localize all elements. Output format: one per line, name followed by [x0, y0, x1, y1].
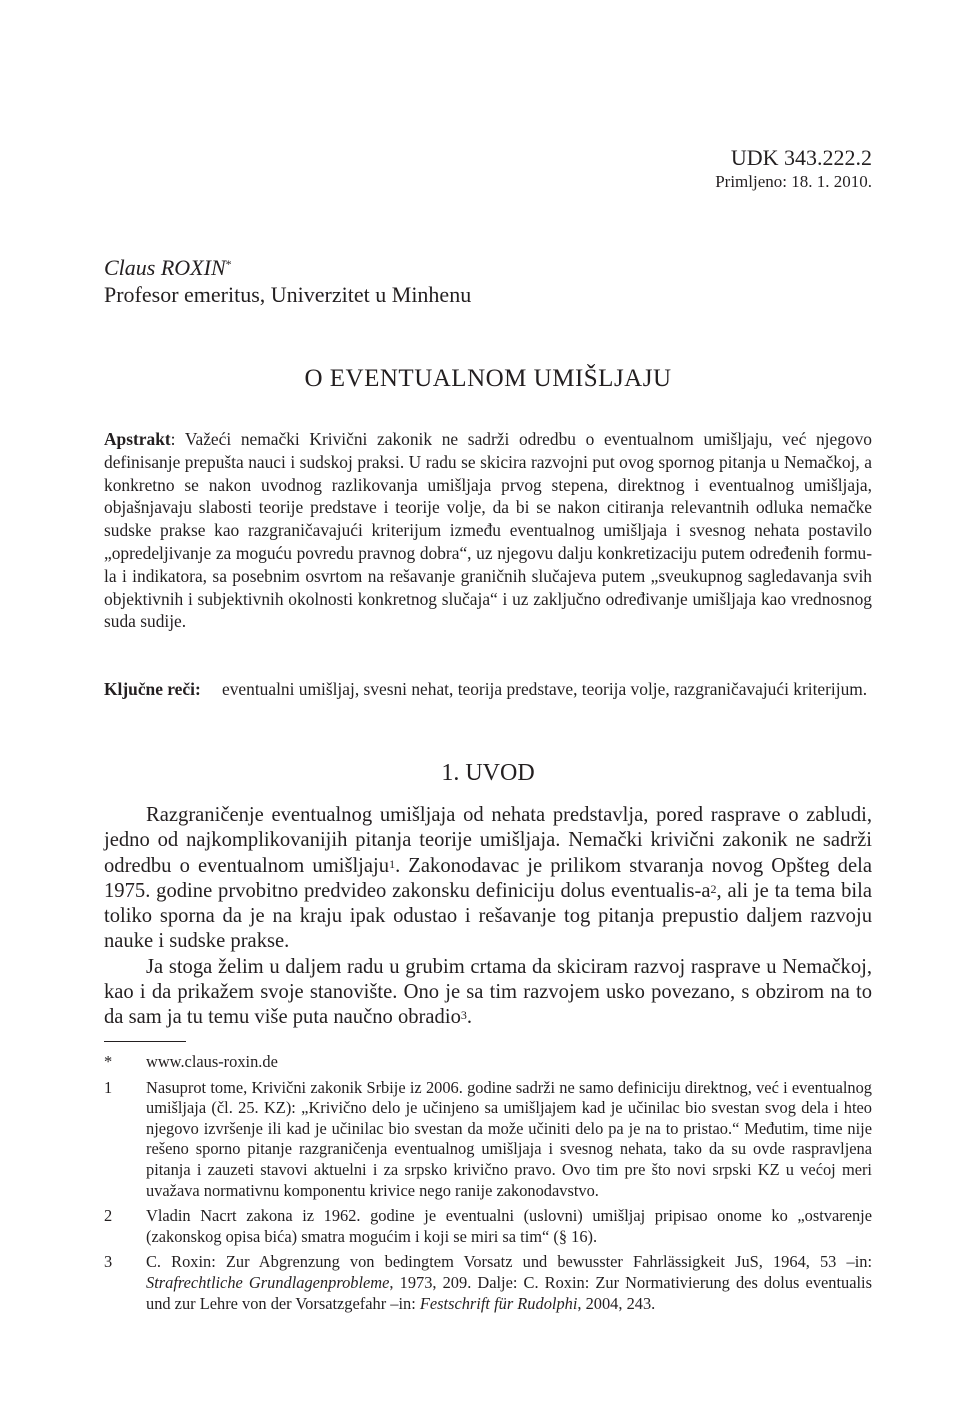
keywords-label: Ključne reči:	[104, 679, 201, 699]
classification-block	[715, 145, 872, 193]
author-name-text: Claus ROXIN	[104, 255, 226, 280]
footnote-text: Nasuprot tome, Krivični zakonik Srbije iz 2006. godine sadrži ne samo definiciju direktnog, već i eventualnog umišljaja (čl. 25. KZ): „Krivično delo je učinjeno sa umišljajem kad je učinilac bio svestan svog dela i hteo njegovo izvršenje ili kad je učinilac bio svestan da može učiniti delo pa je na to pristao.“ Međutim, time nije rešeno sporno pitanje razgraničenja eventualnog umišljaja i svesnog nehata, tako da su ovde raspravljena pitanja i zauzeti stavovi aktuelni i za srpsko krivično pravo. Ovo tim pre što novi srpski KZ u većoj meri uvažava normativnu komponentu krivice nego ranije zakonodavstvo.	[146, 1077, 872, 1200]
cited-work-title: Festschrift für Rudolphi	[419, 1293, 578, 1313]
footnote-ref-3[interactable]: 3	[460, 1008, 467, 1023]
footnote-marker: 1	[104, 1077, 113, 1097]
footnote-text-segment: C. Roxin: Zur Abgrenzung von bedingtem Vorsatz und bewusster Fahrlässigkeit JuS, 1964, 53 –in:	[146, 1252, 872, 1272]
keywords-text: eventualni umišljaj, svesni nehat, teorija predstave, teorija volje, razgraničavajući kriterijum.	[222, 679, 868, 699]
paragraph	[104, 955, 872, 1031]
author-footnote-marker: *	[225, 257, 232, 271]
received-date: Primljeno: 18. 1. 2010.	[715, 172, 872, 191]
footnote-marker: 2	[104, 1206, 113, 1226]
footnote-divider	[104, 1041, 186, 1042]
footnote-ref-1[interactable]: 1	[389, 856, 396, 871]
paragraph-text: . Zakonodavac je prilikom stvaranja novog Opšteg dela 1975. godine prvobitno predvideo zakonsku definiciju dolus eventualis-a	[104, 854, 872, 902]
cited-work-title: Strafrechtliche Grundlagenprobleme	[146, 1272, 390, 1292]
footnote-text: Vladin Nacrt zakona iz 1962. godine je eventualni (uslovni) umišljaj pripisao onome ko „ostvarenje (zakonskog opisa bića) smatra mogućim i koji se miri sa tim“ (§ 16).	[146, 1206, 872, 1246]
author-block	[104, 254, 471, 308]
footnote-text	[146, 1252, 872, 1314]
author-name	[104, 254, 471, 281]
abstract-text: Važeći nemački Krivični zakonik ne sadrži odredbu o eventualnom umišljaju, već njegovo definisanje prepušta nauci i sudskoj praksi. U radu se skicira razvojni put ovog spornog pitanja u Nemačkoj, a konkretno se nakon uvodnog razlikovanja umišljaja prvog stepena, direktnog i eventualnog umišljaja, objašnjavaju slabosti teorije predstave i teorije volje, da bi se nakon citiranja relevantnih odluka nemačke sudske prakse kao razgraničavajući kriterijum između eventualnog umišljaja i svesnog nehata postavilo „opredeljivanje za moguću povredu pravnog dobra“, uz njegovu dalju konkretizaciju putem određenih formula i indikatora, sa posebnim osvrtom na rešavanje graničnih slučajeva putem „sveukupnog sagledavanja svih objektivnih i subjektivnih okolnosti konkretnog slučaja“ i uz zaključno određivanje umišljaja kao vrednosnog suda sudije.	[104, 429, 872, 632]
abstract-label: Apstrakt	[104, 429, 171, 449]
footnote-text-segment: , 1973, 209. Dalje: C. Roxin: Zur Normativierung des dolus eventualis und zur Lehre von der Vorsatzgefahr –in:	[146, 1272, 872, 1313]
section-heading: 1. UVOD	[441, 760, 535, 786]
paper-title: O EVENTUALNOM UMIŠLJAJU	[304, 365, 672, 392]
section-body	[104, 803, 872, 1031]
footnote-marker: *	[104, 1052, 113, 1071]
abstract-separator: :	[170, 429, 185, 449]
footnote-text-segment: , 2004, 243.	[577, 1293, 656, 1313]
author-affiliation: Profesor emeritus, Univerzitet u Minhenu	[104, 282, 472, 307]
footnote-marker: 3	[104, 1252, 113, 1272]
paragraph	[104, 803, 872, 955]
abstract	[104, 428, 872, 633]
paragraph-text: Razgraničenje eventualnog umišljaja od nehata predstavlja, pored rasprave o zabludi, jedno od najkomplikovanijih pitanja teorije umišljaja. Nemački krivični zakonik ne sadrži odredbu o eventualnom umišljaju	[104, 804, 872, 877]
paragraph-text: , ali je ta tema bila toliko sporna da je na kraju ipak odustao i rešavanje tog pitanja prepustio daljem razvoju nauke i sudske prakse.	[104, 879, 872, 953]
footnote-item	[104, 1206, 872, 1247]
paragraph-text: Ja stoga želim u daljem radu u grubim crtama da skiciram razvoj rasprave u Nemačkoj, kao i da prikažem svoje stanovište. Ono je sa tim razvojem usko povezano, s obzirom na to da sam ja tu temu više puta naučno obradio	[104, 955, 872, 1029]
keywords	[104, 678, 872, 701]
footnote-text: www.claus-roxin.de	[146, 1052, 278, 1071]
footnote-item	[104, 1078, 872, 1202]
paragraph-text: .	[466, 1006, 473, 1029]
udk-code: UDK 343.222.2	[730, 145, 872, 170]
footnote-item	[104, 1252, 872, 1314]
footnotes	[104, 1052, 872, 1319]
footnote-ref-2[interactable]: 2	[710, 881, 717, 896]
footnote-item	[104, 1052, 872, 1073]
